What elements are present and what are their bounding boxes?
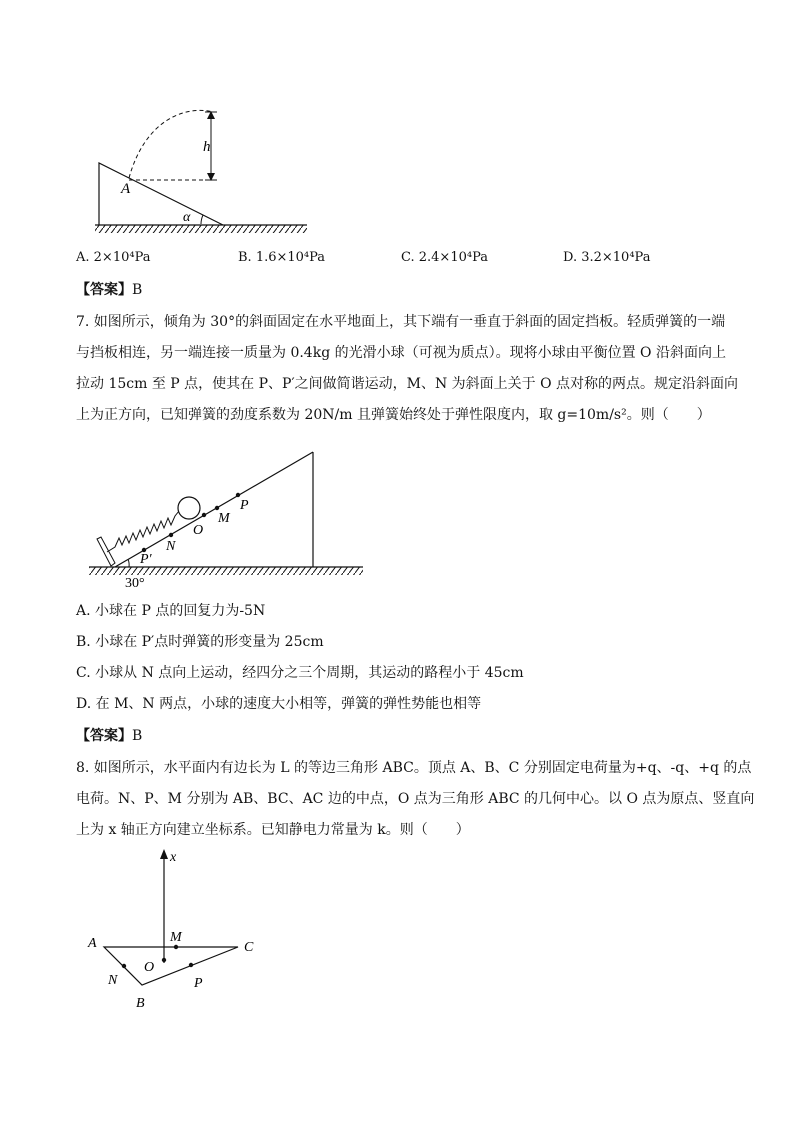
fixed-plate <box>97 537 115 566</box>
q6-choice-d[interactable]: D. 3.2×10⁴Pa <box>563 250 651 265</box>
angle-arc <box>201 215 203 224</box>
point-N <box>122 964 126 968</box>
q6-answer <box>76 280 142 300</box>
label-M: M <box>170 930 182 945</box>
label-O: O <box>193 523 204 538</box>
ground-hatching <box>95 225 307 233</box>
label-C: C <box>244 940 254 955</box>
q7-line-3: 拉动 15cm 至 P 点，使其在 P、P′之间做简谐运动，M、N 为斜面上关于 O 点对称的两点。规定沿斜面向 <box>76 376 739 392</box>
ground-hatching <box>89 567 363 575</box>
q7-line-2: 与挡板相连，另一端连接一质量为 0.4kg 的光滑小球（可视为质点）。现将小球由平衡位置 O 沿斜面向上 <box>76 345 726 361</box>
q6-choice-c[interactable]: C. 2.4×10⁴Pa <box>401 250 488 265</box>
label-P: P <box>240 498 249 513</box>
q8-line-1: 8. 如图所示，水平面内有边长为 L 的等边三角形 ABC。顶点 A、B、C 分别固定电荷量为+q、-q、+q 的点 <box>76 760 752 776</box>
label-A: A <box>121 181 131 197</box>
point-N <box>169 533 173 537</box>
point-M <box>174 945 178 949</box>
q7-line-1: 7. 如图所示，倾角为 30°的斜面固定在水平地面上，其下端有一垂直于斜面的固定挡板。轻质弹簧的一端 <box>76 314 726 330</box>
label-A: A <box>88 936 97 951</box>
label-N: N <box>166 539 176 554</box>
q8-line-2: 电荷。N、P、M 分别为 AB、BC、AC 边的中点，O 点为三角形 ABC 的几何中心。以 O 点为原点、竖直向 <box>76 791 755 807</box>
point-P <box>236 493 240 497</box>
label-alpha: α <box>183 210 191 225</box>
q7-answer <box>76 726 142 746</box>
point-O <box>202 513 206 517</box>
label-B: B <box>136 996 145 1011</box>
label-angle: 30° <box>125 576 145 591</box>
q7-option-c[interactable]: C. 小球从 N 点向上运动，经四分之三个周期，其运动的路程小于 45cm <box>76 665 524 681</box>
label-N: N <box>108 973 118 988</box>
angle-arc <box>128 559 129 567</box>
point-P <box>189 963 193 967</box>
trajectory-dashed-arc <box>129 110 213 178</box>
triangle-axis-figure <box>80 845 280 1015</box>
point-O <box>162 958 166 962</box>
q6-choice-b[interactable]: B. 1.6×10⁴Pa <box>238 250 326 265</box>
q7-option-b[interactable]: B. 小球在 P′点时弹簧的形变量为 25cm <box>76 634 324 650</box>
label-h: h <box>203 139 211 155</box>
answer-value: B <box>132 728 143 744</box>
label-M: M <box>218 511 230 526</box>
label-P: P <box>194 976 203 991</box>
label-P-prime: P′ <box>140 552 152 567</box>
q7-option-d[interactable]: D. 在 M、N 两点，小球的速度大小相等，弹簧的弹性势能也相等 <box>76 696 482 712</box>
ball <box>178 497 200 519</box>
incline-projectile-figure <box>85 100 320 235</box>
answer-tag: 【答案】 <box>76 282 132 298</box>
q8-line-3: 上为 x 轴正方向建立坐标系。已知静电力常量为 k。则（ ） <box>76 822 470 838</box>
answer-tag: 【答案】 <box>76 728 132 744</box>
x-axis-arrow <box>160 849 168 859</box>
label-O: O <box>144 960 155 975</box>
q6-choice-a[interactable]: A. 2×10⁴Pa <box>76 250 151 265</box>
q7-line-4: 上为正方向，已知弹簧的劲度系数为 20N/m 且弹簧始终处于弹性限度内，取 g=10m/s²。则（ ） <box>76 407 711 423</box>
spring-incline-figure <box>85 445 370 593</box>
incline-triangle <box>99 163 223 225</box>
answer-value: B <box>132 282 143 298</box>
q7-option-a[interactable]: A. 小球在 P 点的回复力为-5N <box>76 603 266 619</box>
point-M <box>215 506 219 510</box>
label-x: x <box>170 850 177 865</box>
